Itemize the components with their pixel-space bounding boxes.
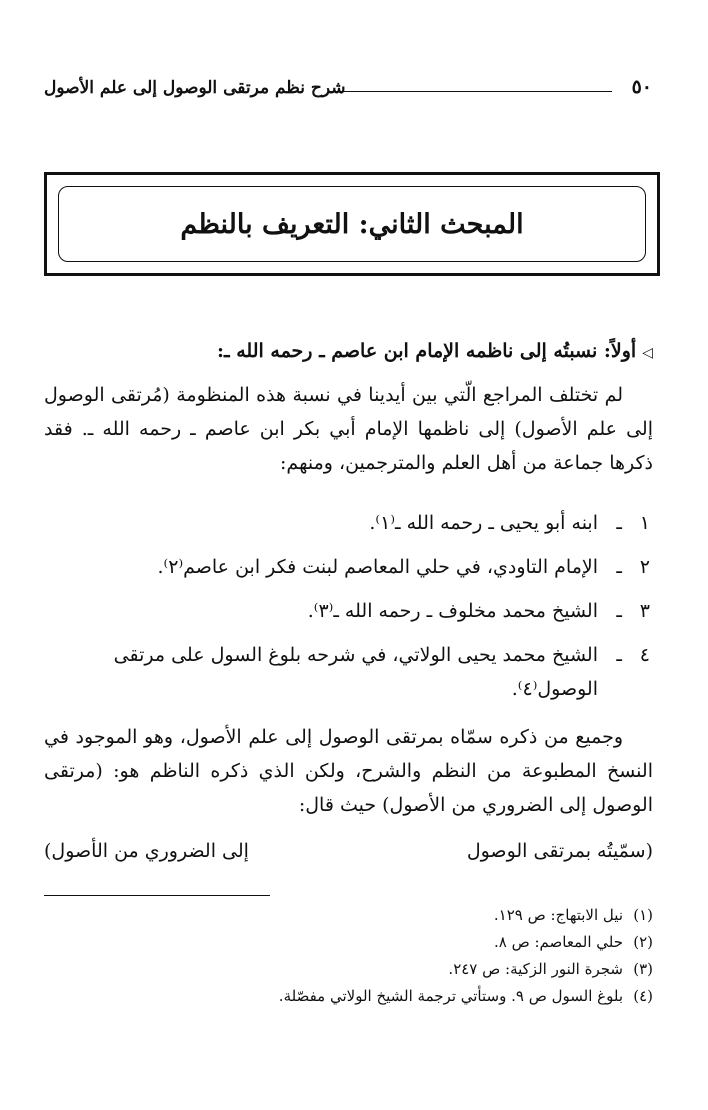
footnote-number: (١) [633, 906, 653, 924]
footnote-text: شجرة النور الزكية: ص ٢٤٧. [448, 960, 623, 978]
subsection-heading [44, 340, 653, 362]
triangle-marker-icon: ◁ [642, 345, 653, 361]
list-item-text: الإمام التاودي، في حلي المعاصم لبنت فكر ابن عاصم⁽٢⁾. [157, 556, 598, 578]
section-title-frame [44, 172, 660, 276]
list-item-number: ٤ [639, 644, 650, 666]
list-item-number: ٣ [639, 600, 650, 622]
list-item-text: الشيخ محمد مخلوف ـ رحمه الله ـ⁽٣⁾. [307, 600, 598, 622]
running-title: شرح نظم مرتقى الوصول إلى علم الأصول [44, 78, 346, 98]
list-item-dash: ـ [616, 512, 622, 534]
page-number: ٥٠ [631, 76, 652, 98]
subsection-heading-text: أولاً: نسبتُه إلى ناظمه الإمام ابن عاصم ـ رحمه الله ـ: [217, 340, 637, 362]
footnote-text: نيل الابتهاج: ص ١٢٩. [493, 906, 623, 924]
verse-line [44, 840, 653, 874]
list-item [44, 550, 650, 584]
list-item [44, 506, 650, 540]
list-item [44, 594, 650, 628]
footnotes [44, 902, 653, 1010]
list-item-text: الشيخ محمد يحيى الولاتي، في شرحه بلوغ السول على مرتقى الوصول⁽٤⁾. [113, 644, 598, 700]
section-title: المبحث الثاني: التعريف بالنظم [180, 208, 524, 240]
verse-second-hemistich: إلى الضروري من الأصول) [44, 840, 249, 862]
footnote-text: بلوغ السول ص ٩. وستأتي ترجمة الشيخ الولاتي مفصّلة. [278, 987, 623, 1005]
footnote [44, 956, 653, 983]
verse-first-hemistich: (سمّيتُه بمرتقى الوصول [466, 840, 653, 862]
list-item-dash: ـ [616, 556, 622, 578]
footnote-text: حلي المعاصم: ص ٨. [493, 933, 623, 951]
header-rule [328, 91, 612, 92]
footnote-number: (٣) [633, 960, 653, 978]
footnote-number: (٢) [633, 933, 653, 951]
list-item-number: ١ [639, 512, 650, 534]
footnote [44, 983, 653, 1010]
footnote [44, 902, 653, 929]
section-title-inner-frame [58, 186, 646, 262]
list-item [44, 638, 650, 706]
list-item-text: ابنه أبو يحيى ـ رحمه الله ـ⁽١⁾. [369, 512, 598, 534]
list-item-dash: ـ [616, 644, 622, 666]
footnote-number: (٤) [633, 987, 653, 1005]
list-item-dash: ـ [616, 600, 622, 622]
footnote-separator [44, 895, 270, 896]
paragraph-intro: لم تختلف المراجع الّتي بين أيدينا في نسبة هذه المنظومة (مُرتقى الوصول إلى علم الأصول) إلى ناظمها الإمام أبي بكر ابن عاصم ـ رحمه الله ـ. فقد ذكرها جماعة من أهل العلم والمترجمين، ومنهم: [44, 384, 653, 474]
list-item-number: ٢ [639, 556, 650, 578]
paragraph-naming: وجميع من ذكره سمّاه بمرتقى الوصول إلى علم الأصول، وهو الموجود في النسخ المطبوعة من النظم والشرح، ولكن الذي ذكره الناظم هو: (مرتقى الوصول إلى الضروري من الأصول) حيث قال: [44, 726, 653, 816]
page-header [44, 76, 652, 106]
footnote [44, 929, 653, 956]
